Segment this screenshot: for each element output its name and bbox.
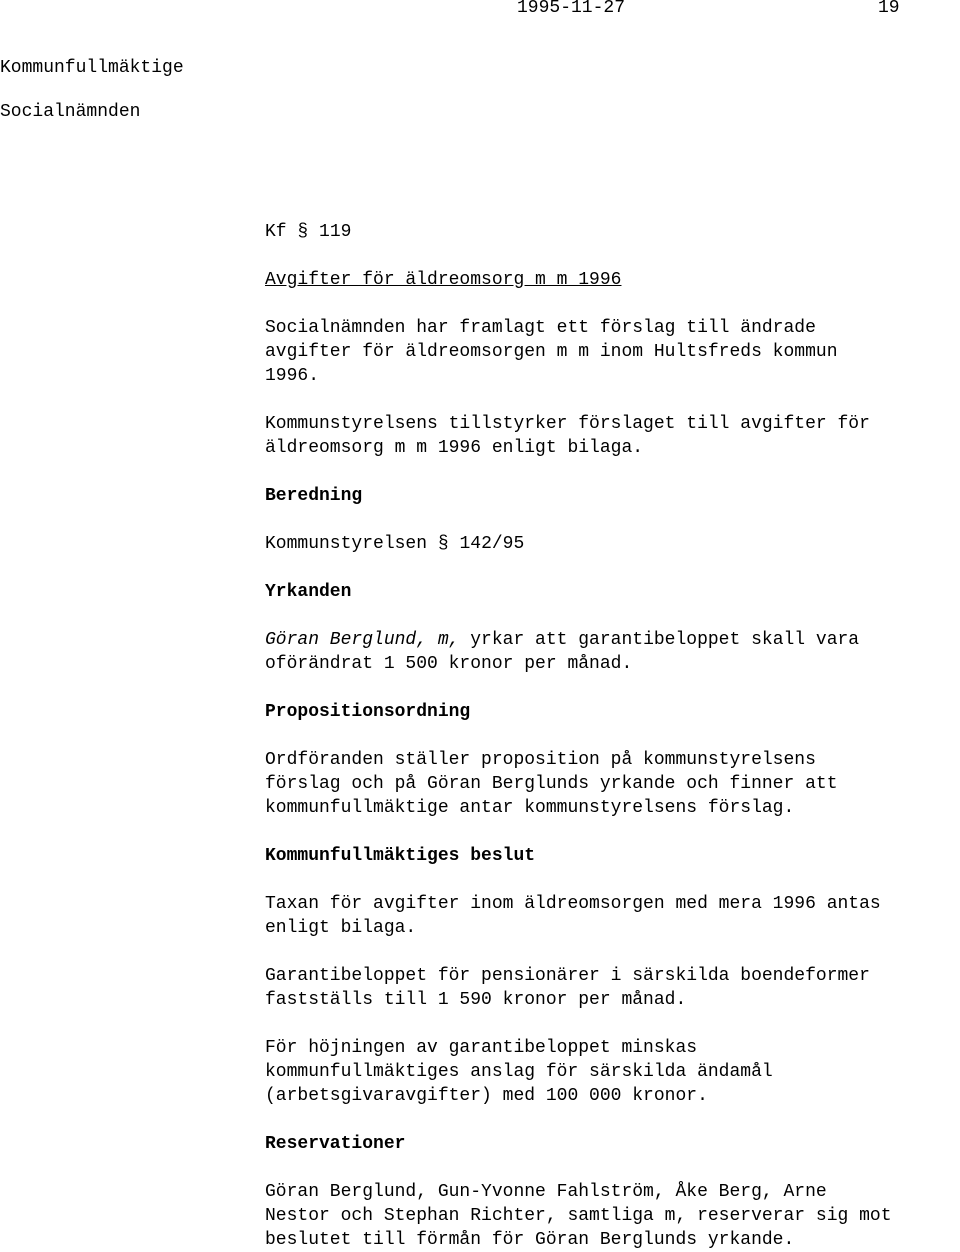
beslut-line: kommunfullmäktiges anslag för särskilda ändamål <box>265 1062 773 1082</box>
beredning-ref-prefix: Kommunstyrelsen <box>265 534 428 554</box>
beslut-paragraph-3 <box>265 1036 955 1108</box>
paragraph-prefix: Kf <box>265 222 287 242</box>
recommendation-paragraph <box>265 412 955 460</box>
propositionsordning-line: Ordföranden ställer proposition på kommunstyrelsens <box>265 750 816 770</box>
reservationer-line: Göran Berglund, Gun-Yvonne Fahlström, Åke Berg, Arne <box>265 1182 827 1202</box>
reservationer-line: Nestor och Stephan Richter, samtliga m, reserverar sig mot <box>265 1206 892 1226</box>
recommendation-line: Kommunstyrelsens tillstyrker förslaget till avgifter för <box>265 414 870 434</box>
propositionsordning-line: förslag och på Göran Berglunds yrkande och finner att <box>265 774 838 794</box>
yrkanden-paragraph <box>265 628 955 676</box>
beslut-line: fastställs till 1 590 kronor per månad. <box>265 990 687 1010</box>
intro-line: 1996. <box>265 366 320 386</box>
yrkanden-heading: Yrkanden <box>265 582 352 602</box>
beslut-paragraph-2 <box>265 964 955 1012</box>
propositionsordning-line: kommunfullmäktige antar kommunstyrelsens förslag. <box>265 798 795 818</box>
yrkanden-line: oförändrat 1 500 kronor per månad. <box>265 654 633 674</box>
beslut-line: enligt bilaga. <box>265 918 417 938</box>
beslut-paragraph-1 <box>265 892 955 940</box>
reservationer-paragraph <box>265 1180 955 1252</box>
reservationer-heading: Reservationer <box>265 1134 406 1154</box>
intro-paragraph <box>265 316 955 388</box>
beslut-heading: Kommunfullmäktiges beslut <box>265 846 536 866</box>
beslut-line: För höjningen av garantibeloppet minskas <box>265 1038 698 1058</box>
propositionsordning-paragraph <box>265 748 955 820</box>
document-date: 1995-11-27 <box>517 0 626 18</box>
beredning-heading: Beredning <box>265 486 363 506</box>
yrkanden-line <box>265 628 955 652</box>
paragraph-reference <box>265 220 351 244</box>
beredning-ref-number: 142/95 <box>459 534 525 554</box>
yrkanden-line1-rest: yrkar att garantibeloppet skall vara <box>459 630 860 650</box>
page-number: 19 <box>878 0 900 18</box>
addressee-socialnamnden: Socialnämnden <box>0 102 141 122</box>
recommendation-line: äldreomsorg m m 1996 enligt bilaga. <box>265 438 644 458</box>
section-sign: § <box>437 534 449 554</box>
intro-line: Socialnämnden har framlagt ett förslag till ändrade <box>265 318 816 338</box>
intro-line: avgifter för äldreomsorgen m m inom Hultsfreds kommun <box>265 342 838 362</box>
paragraph-number: 119 <box>319 222 352 242</box>
propositionsordning-heading: Propositionsordning <box>265 702 471 722</box>
yrkanden-speaker: Göran Berglund, m, <box>265 630 460 650</box>
beslut-line: (arbetsgivaravgifter) med 100 000 kronor. <box>265 1086 708 1106</box>
reservationer-line: beslutet till förmån för Göran Berglunds yrkande. <box>265 1230 795 1250</box>
document-title: Avgifter för äldreomsorg m m 1996 <box>265 270 622 290</box>
beredning-reference <box>265 532 524 556</box>
beslut-line: Taxan för avgifter inom äldreomsorgen med mera 1996 antas <box>265 894 881 914</box>
beslut-line: Garantibeloppet för pensionärer i särskilda boendeformer <box>265 966 870 986</box>
addressee-kommunfullmaktige: Kommunfullmäktige <box>0 58 184 78</box>
section-sign: § <box>297 222 309 242</box>
